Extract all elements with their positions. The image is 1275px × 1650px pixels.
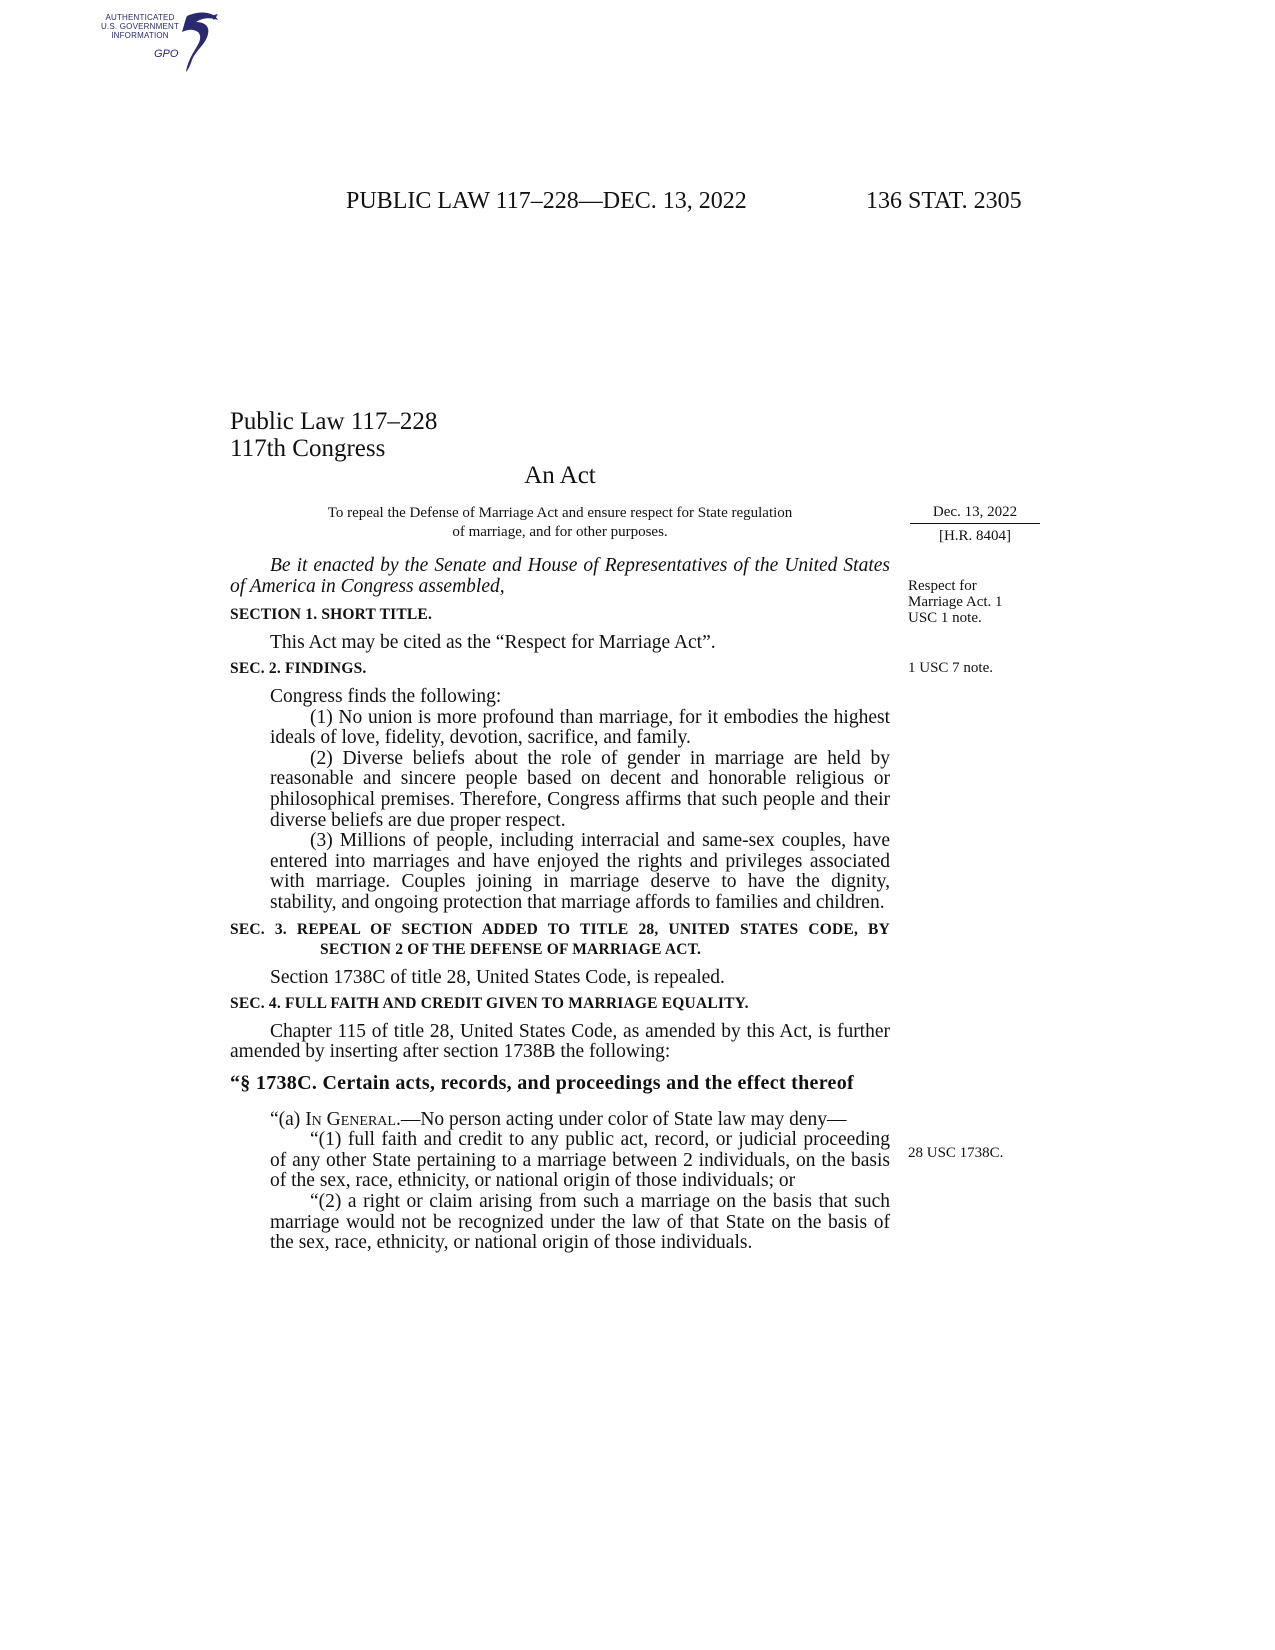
subsection-a-caption: In General	[305, 1108, 396, 1130]
purpose-statement	[250, 504, 870, 542]
finding-3: (3) Millions of people, including interracial and same-sex couples, have entered into marriages and have enjoyed the rights and privileges associated with marriage. Couples joining in marriage deserve to have the dignity, stability, and ongoing protection that marriage affords to families and children.	[270, 830, 890, 913]
section-4-text: Chapter 115 of title 28, United States Code, as amended by this Act, is further amended by inserting after section 1738B the following:	[230, 1020, 890, 1063]
margin-note-findings: 1 USC 7 note.	[908, 660, 994, 676]
finding-2: (2) Diverse beliefs about the role of gender in marriage are held by reasonable and sincere people based on decent and honorable religious or philosophical premises. Therefore, Congress affirms that such people and their diverse beliefs are due proper respect.	[270, 747, 890, 831]
section-1738c-heading: “§ 1738C. Certain acts, records, and proceedings and the effect thereof	[230, 1072, 854, 1095]
running-header	[0, 188, 1275, 218]
eagle-icon	[92, 8, 232, 74]
public-law-title	[230, 408, 437, 462]
section-3-heading: SEC. 3. REPEAL OF SECTION ADDED TO TITLE 28, UNITED STATES CODE, BY SECTION 2 OF THE DEFENSE OF MARRIAGE ACT.	[230, 920, 890, 959]
an-act-heading: An Act	[524, 462, 596, 489]
section-2-intro: Congress finds the following:	[270, 685, 502, 707]
margin-note-1738c: 28 USC 1738C.	[908, 1145, 1004, 1161]
purpose-line-1: To repeal the Defense of Marriage Act and ensure respect for State regulation	[327, 505, 793, 521]
section-2-heading: SEC. 2. FINDINGS.	[230, 660, 367, 678]
logo-text-line2: U.S. GOVERNMENT	[100, 22, 180, 31]
logo-gpo-mark: GPO	[154, 48, 179, 60]
logo-text-line3: INFORMATION	[111, 31, 169, 40]
finding-1: (1) No union is more profound than marriage, for it embodies the highest ideals of love, fidelity, devotion, sacrifice, and family.	[270, 706, 890, 749]
congress-number: 117th Congress	[230, 435, 386, 462]
subsection-a-paragraph-1: “(1) full faith and credit to any public act, record, or judicial proceeding of any other State pertaining to a marriage between 2 individuals, on the basis of the sex, race, ethnicity, or national origin of those individuals; or	[270, 1129, 890, 1192]
subsection-a-prefix: “(a)	[270, 1108, 301, 1130]
section-1-text: This Act may be cited as the “Respect for Marriage Act”.	[270, 631, 716, 653]
public-law-number: Public Law 117–228	[230, 408, 438, 435]
subsection-a-paragraph-2: “(2) a right or claim arising from such a marriage on the basis that such marriage would not be recognized under the law of that State on the basis of the sex, race, ethnicity, or national origin of those individuals.	[270, 1191, 890, 1254]
enacting-clause: Be it enacted by the Senate and House of Representatives of the United States of America in Congress assembled,	[230, 555, 890, 597]
bill-number: [H.R. 8404]	[938, 528, 1012, 544]
section-4-heading: SEC. 4. FULL FAITH AND CREDIT GIVEN TO MARRIAGE EQUALITY.	[230, 995, 749, 1013]
header-law-date: PUBLIC LAW 117–228—DEC. 13, 2022	[346, 188, 747, 214]
margin-note-short-title: Respect for Marriage Act. 1 USC 1 note.	[908, 578, 1003, 626]
law-body-text	[230, 556, 890, 1254]
logo-text-line1: AUTHENTICATED	[105, 13, 175, 22]
purpose-line-2: of marriage, and for other purposes.	[452, 524, 668, 540]
header-stat-page: 136 STAT. 2305	[866, 188, 1022, 214]
subsection-a	[230, 1110, 890, 1131]
subsection-a-text: .—No person acting under color of State law may deny—	[395, 1108, 847, 1130]
enactment-date-box	[910, 504, 1040, 545]
section-1-heading: SECTION 1. SHORT TITLE.	[230, 606, 433, 624]
enactment-date: Dec. 13, 2022	[910, 504, 1040, 524]
section-3-text: Section 1738C of title 28, United States Code, is repealed.	[270, 966, 725, 988]
gpo-authentication-logo	[92, 8, 232, 74]
